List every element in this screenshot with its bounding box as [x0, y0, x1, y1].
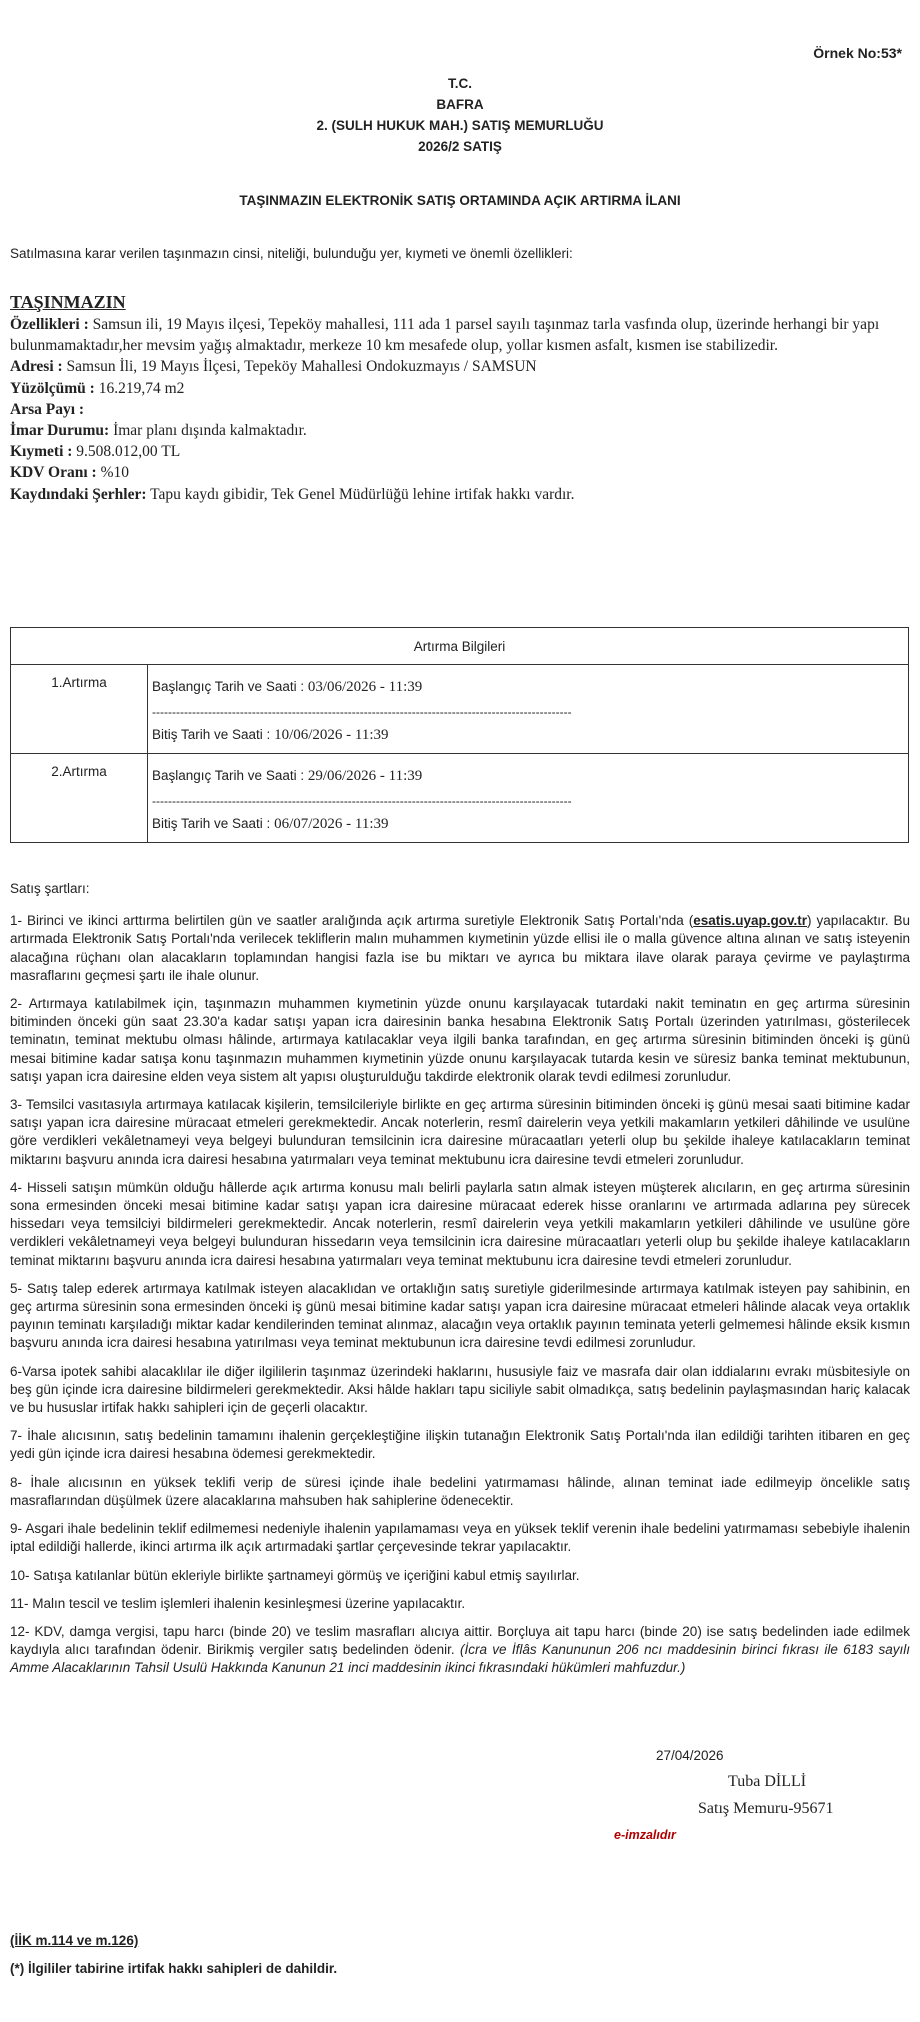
condition-8: 8- İhale alıcısının en yüksek teklifi verip de süresi içinde ihale bedelini yatırmaması hâlinde, alınan teminat iade edilmeyip öncelikle satış masraflarından düşülmek üzere alacaklarına mahsuben hak sahiplerine ödenecektir.	[10, 1474, 910, 1508]
condition-4: 4- Hisseli satışın mümkün olduğu hâllerde açık artırma konusu malı belirli paylarla satın almak isteyen müşterek alıcıların, en geç artırma süresinin sona ermesinden önceki mesai bitimine kadar satışı yapan icra dairesine müracaat ederek hisse oranlarını ve artırmada adlarına pey sürecek hissedarı veya temsilciyi bildirmeleri gerekmektedir. Ancak noterlerin, resmî dairelerin veya yetkili makamların yetkileri dâhilinde ve usulüne göre verdikleri vekâletnameyi veya belgeyi bulunduran hissedarın veya temsilcinin icra dairesine müracaatları yeterli olup bu şekilde ihaleye katılacakların teminat miktarını başvuru anında icra dairesi hesabına yatırmaları veya teminat mektubunu icra dairesine tevdi etmeleri zorunludur.	[10, 1179, 910, 1268]
start-label: Başlangıç Tarih ve Saati :	[152, 768, 308, 783]
sale-conditions	[10, 880, 910, 1688]
share-label: Arsa Payı :	[10, 400, 85, 418]
auction-round-name: 1.Artırma	[11, 665, 148, 754]
intro-text: Satılmasına karar verilen taşınmazın cinsi, niteliği, bulunduğu yer, kıymeti ve önemli özellikleri:	[10, 246, 573, 261]
property-value	[10, 441, 910, 462]
auction-round-dates	[148, 665, 909, 754]
end-label: Bitiş Tarih ve Saati :	[152, 816, 275, 831]
condition-11: 11- Malın tescil ve teslim işlemleri ihalenin kesinleşmesi üzerine yapılacaktır.	[10, 1595, 466, 1611]
vat-value: %10	[96, 464, 129, 482]
notes-label: Kaydındaki Şerhler:	[10, 485, 147, 503]
esatis-link[interactable]: esatis.uyap.gov.tr	[693, 913, 807, 929]
conditions-label: Satış şartları:	[10, 881, 90, 896]
law-reference: (İİK m.114 ve m.126)	[10, 1933, 139, 1948]
auction-round-row	[11, 754, 909, 843]
area-label: Yüzölçümü :	[10, 379, 95, 397]
condition-2: 2- Artırmaya katılabilmek için, taşınmazın muhammen kıymetinin yüzde onunu karşılayacak tutardaki nakit teminatın en geç artırma süresinin bitiminden önceki gün saat 23.30'a kadar satışı yapan icra dairesinin banka hesabına Elektronik Satış Portalı üzerinden yatırılması, gösterilecek teminatın, teminat mektubu olması hâlinde, artırmaya katılacaklar veya ilgili banka tarafından, en geç artırma süresinin bitiminden önceki iş günü mesai bitimine kadar satışa konu taşınmazın muhammen kıymetinin yüzde onunu karşılayacak tutarda kesin ve süresiz banka teminat mektubunun, satışı yapan icra dairesine elden veya sistem alt yapısı oluşturulduğu takdirde elektronik olarak tevdi edilmesi zorunludur.	[10, 996, 910, 1084]
features-value: Samsun ili, 19 Mayıs ilçesi, Tepeköy mahallesi, 111 ada 1 parsel sayılı taşınmaz tarla vasfında olup, üzerinde herhangi bir yapı bulunmamaktadır,her mevsim yağış almaktadır, merkeze 10 km mesafede olup, yollar kısmen asfalt, kısmen ise stabilizedir.	[10, 316, 880, 355]
value-label: Kıymeti :	[10, 443, 73, 461]
notice-title: TAŞINMAZIN ELEKTRONİK SATIŞ ORTAMINDA AÇIK ARTIRMA İLANI	[239, 193, 681, 208]
end-datetime: 06/07/2026 - 11:39	[274, 816, 389, 832]
property-area	[10, 378, 910, 399]
property-zoning	[10, 420, 910, 441]
condition-1-text-cont: ) yapılacaktır. Bu artırmada Elektronik Satış Portalı'nda verilecek tekliflerin malın muhammen kıymetinin yüzde ellisi ile o malla güvence altına alınan ve satış isteyenin alacağına rüçhanı olan alacakların toplamından hangisi fazla ise bu miktarı ve ayrıca bu miktara ilave olarak paraya çevirme ve paylaştırma masraflarını geçmesi şartı ile ihale olunur.	[10, 913, 910, 983]
condition-10: 10- Satışa katılanlar bütün ekleriyle birlikte şartnameyi görmüş ve içeriğini kabul etmiş sayılırlar.	[10, 1567, 580, 1583]
property-share	[10, 399, 910, 420]
signature-date: 27/04/2026	[656, 1748, 724, 1763]
start-datetime: 29/06/2026 - 11:39	[307, 768, 423, 784]
auction-info-table	[10, 627, 909, 843]
end-label: Bitiş Tarih ve Saati :	[152, 727, 275, 742]
condition-12-text: 12- KDV, damga vergisi, tapu harcı (binde 20) ve teslim masrafları alıcıya aittir. Borçluya ait tapu harcı (binde 20) ise satış bedelinden iade edilmek kaydıyla alıcı tarafından ödenir. Birikmiş vergiler satış bedelinden ödenir.	[10, 1623, 910, 1658]
condition-1	[10, 912, 910, 985]
property-heading: TAŞINMAZIN	[10, 292, 126, 312]
features-label: Özellikleri :	[10, 316, 89, 333]
header-line-file: 2026/2 SATIŞ	[418, 139, 502, 154]
e-signature-mark: e-imzalıdır	[614, 1828, 676, 1842]
start-label: Başlangıç Tarih ve Saati :	[152, 679, 308, 694]
condition-9: 9- Asgari ihale bedelinin teklif edilmemesi nedeniyle ihalenin yapılamaması veya en yüksek teklif verenin ihale bedelini yatırmaması sebebiyle ihalenin iptal edildiği hallerde, ikinci artırma ilk açık artırmadaki şartlar çerçevesinde tekrar yapılacaktır.	[10, 1521, 910, 1555]
separator-line: ---------------------------------------------------------------------------------------------------------	[152, 794, 572, 808]
end-datetime: 10/06/2026 - 11:39	[274, 727, 389, 743]
property-details	[10, 290, 910, 505]
auction-round-dates	[148, 754, 909, 843]
condition-5: 5- Satış talep ederek artırmaya katılmak isteyen alacaklıdan ve ortaklığın satış suretiyle giderilmesinde artırmaya katılmak isteyen pay sahibinin, en geç artırma süresinin sona ermesinden önceki iş günü mesai bitimine kadar satışı yapan icra dairesine müracaat etmeleri hâlinde alacak veya ortaklık payının teminatı karşıladığı miktar kadar kendilerinden teminat alınmaz, alacağın veya ortaklık payının teminata yeterli gelmemesi hâlinde eksik kısmın başvuru anında icra dairesi hesabına yatırılması veya teminat mektubunun icra dairesine tevdi edilmesi zorunludur.	[10, 1280, 910, 1351]
auction-table-caption: Artırma Bilgileri	[11, 628, 909, 665]
officer-title: Satış Memuru-95671	[698, 1800, 834, 1817]
property-features	[10, 314, 910, 356]
condition-6: 6-Varsa ipotek sahibi alacaklılar ile diğer ilgililerin taşınmaz üzerindeki haklarını, hususiyle faiz ve masrafa dair olan iddialarını evrakı müsbitesiyle on beş gün içinde icra dairesine bildirmeleri gerekmektedir. Aksi hâlde hakları tapu siciliyle sabit olmadıkça, satış bedelinin paylaşmasından hariç kalacak ve bu hususlar irtifak hakkı sahipleri için de geçerli olacaktır.	[10, 1363, 910, 1416]
address-value: Samsun İli, 19 Mayıs İlçesi, Tepeköy Mahallesi Ondokuzmayıs / SAMSUN	[62, 358, 537, 376]
address-label: Adresi :	[10, 358, 63, 376]
property-vat	[10, 462, 910, 483]
zoning-label: İmar Durumu:	[10, 422, 110, 440]
property-notes	[10, 484, 910, 505]
sample-number: Örnek No:53*	[813, 45, 902, 61]
condition-1-text: 1- Birinci ve ikinci arttırma belirtilen gün ve saatler aralığında açık artırma suretiyle Elektronik Satış Portalı'nda (	[10, 913, 694, 929]
condition-7: 7- İhale alıcısının, satış bedelinin tamamını ihalenin gerçekleştiğine ilişkin tutanağın Elektronik Satış Portalı'nda ilan edildiği tarihten itibaren en geç yedi gün içinde icra dairesi hesabına ödemesi gerekmektedir.	[10, 1428, 910, 1462]
property-address	[10, 356, 910, 377]
value-amount: 9.508.012,00 TL	[72, 443, 181, 461]
footnote: (*) İlgililer tabirine irtifak hakkı sahipleri de dahildir.	[10, 1961, 338, 1976]
condition-12	[10, 1623, 910, 1678]
condition-3: 3- Temsilci vasıtasıyla artırmaya katılacak kişilerin, temsilcileriyle birlikte en geç artırma süresinin bitiminden önceki iş günü mesai saati bitimine kadar satışı yapan icra dairesine müracaat etmeleri gerekmektedir. Ancak noterlerin, resmî dairelerin veya yetkili makamların yetkileri dâhilinde ve usulüne göre verdikleri vekâletnameyi veya belgeyi bulunduran temsilcinin icra dairesine müracaatları yeterli olup bu şekilde ihaleye katılacakların teminat miktarını başvuru anında icra dairesi hesabına yatırmaları veya teminat mektubunu icra dairesine tevdi etmeleri zorunludur.	[10, 1097, 910, 1167]
notes-value: Tapu kaydı gibidir, Tek Genel Müdürlüğü lehine irtifak hakkı vardır.	[146, 485, 575, 503]
officer-name: Tuba DİLLİ	[728, 1773, 807, 1790]
area-value: 16.219,74 m2	[94, 379, 185, 397]
zoning-value: İmar planı dışında kalmaktadır.	[109, 422, 307, 440]
vat-label: KDV Oranı :	[10, 464, 97, 482]
auction-round-name: 2.Artırma	[11, 754, 148, 843]
footer-notes	[10, 1927, 337, 1983]
header-line-office: 2. (SULH HUKUK MAH.) SATIŞ MEMURLUĞU	[316, 118, 604, 133]
condition-12-note: (İcra ve İflâs Kanununun 206 ncı maddesinin birinci fıkrası ile 6183 sayılı Amme Alacaklarının Tahsil Usulü Hakkında Kanunun 21 inci maddesinin ikinci fıkrasındaki hükümleri mahfuzdur.)	[10, 1642, 911, 1676]
auction-round-row	[11, 665, 909, 754]
start-datetime: 03/06/2026 - 11:39	[307, 679, 423, 695]
separator-line: ---------------------------------------------------------------------------------------------------------	[152, 705, 572, 719]
header-line-city: BAFRA	[436, 97, 484, 112]
office-header	[0, 73, 920, 157]
header-line-tc: T.C.	[447, 76, 472, 91]
